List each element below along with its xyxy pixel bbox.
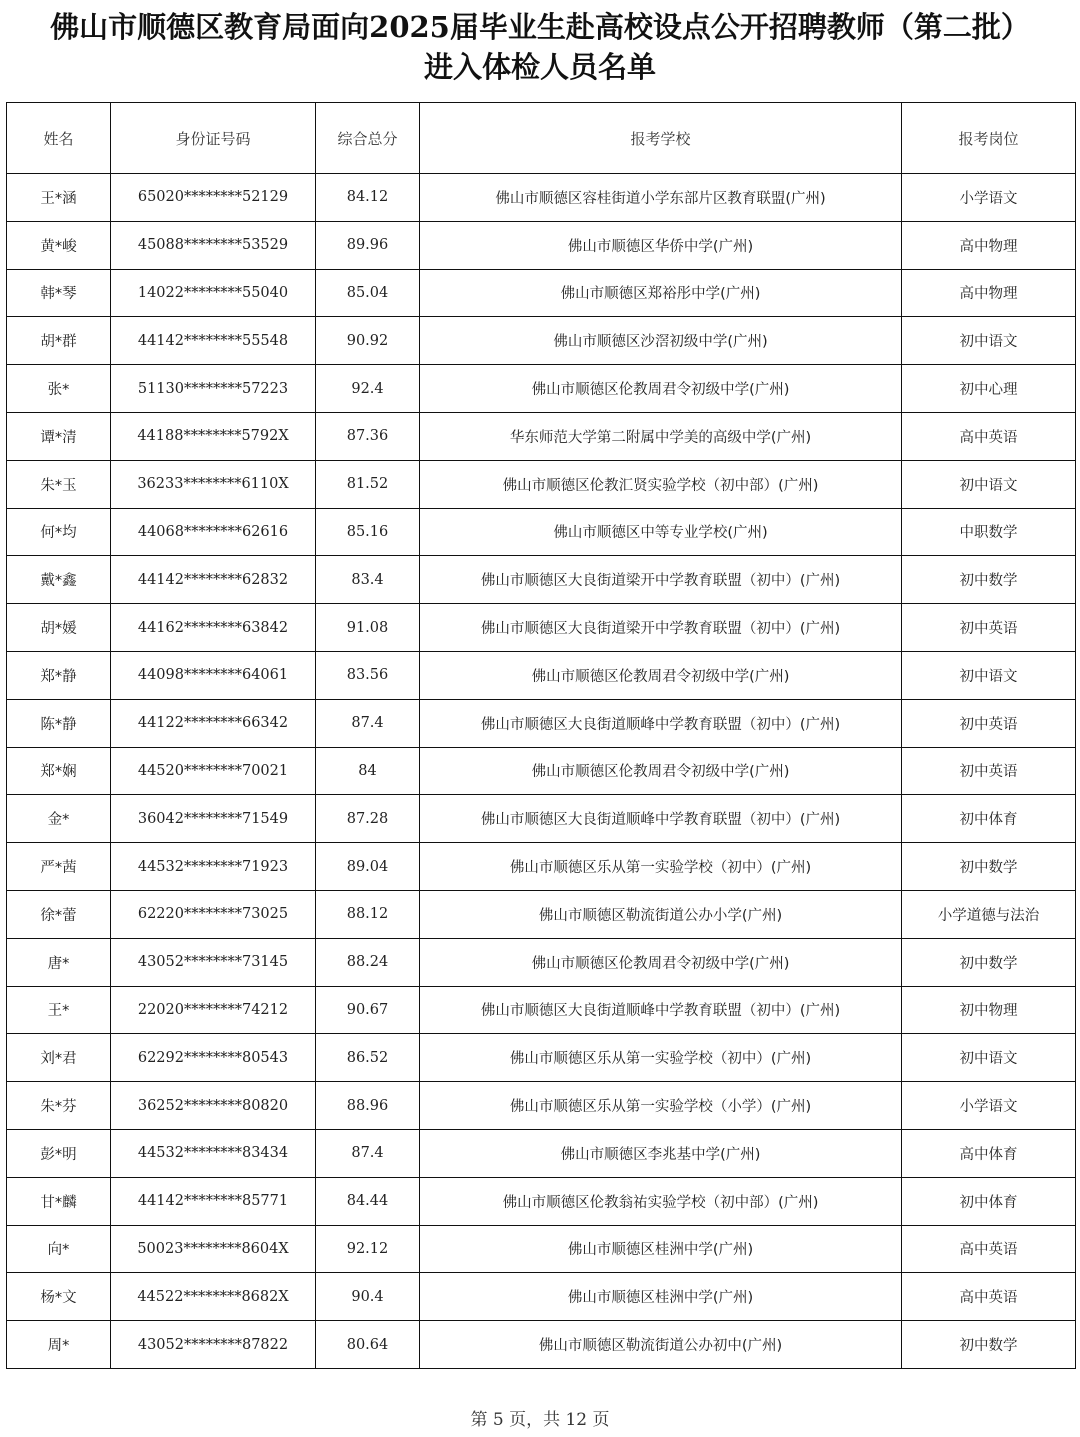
cell-id-number: 62292********80543 — [111, 1034, 316, 1082]
cell-id-number: 36233********6110X — [111, 460, 316, 508]
header-school: 报考学校 — [420, 103, 902, 174]
cell-name: 唐* — [7, 938, 111, 986]
cell-id-number: 36042********71549 — [111, 795, 316, 843]
cell-school: 华东师范大学第二附属中学美的高级中学(广州) — [420, 412, 902, 460]
cell-position: 高中体育 — [902, 1129, 1076, 1177]
cell-id-number: 22020********74212 — [111, 986, 316, 1034]
cell-name: 周* — [7, 1321, 111, 1369]
cell-name: 胡*媛 — [7, 604, 111, 652]
table-row — [7, 938, 1076, 986]
cell-school: 佛山市顺德区容桂街道小学东部片区教育联盟(广州) — [420, 174, 902, 222]
cell-name: 张* — [7, 365, 111, 413]
cell-position: 初中语文 — [902, 317, 1076, 365]
cell-school: 佛山市顺德区大良街道顺峰中学教育联盟（初中）(广州) — [420, 699, 902, 747]
cell-id-number: 44142********85771 — [111, 1177, 316, 1225]
cell-position: 初中数学 — [902, 1321, 1076, 1369]
cell-total-score: 87.28 — [316, 795, 420, 843]
cell-school: 佛山市顺德区勒流街道公办小学(广州) — [420, 890, 902, 938]
cell-total-score: 80.64 — [316, 1321, 420, 1369]
cell-school: 佛山市顺德区伦教翁祐实验学校（初中部）(广州) — [420, 1177, 902, 1225]
table-row — [7, 1225, 1076, 1273]
header-position: 报考岗位 — [902, 103, 1076, 174]
cell-id-number: 36252********80820 — [111, 1082, 316, 1130]
cell-name: 徐*蕾 — [7, 890, 111, 938]
cell-id-number: 43052********87822 — [111, 1321, 316, 1369]
document-subtitle: 进入体检人员名单 — [423, 50, 656, 84]
cell-total-score: 92.12 — [316, 1225, 420, 1273]
cell-name: 郑*娴 — [7, 747, 111, 795]
cell-id-number: 44520********70021 — [111, 747, 316, 795]
table-row — [7, 221, 1076, 269]
cell-position: 高中英语 — [902, 1273, 1076, 1321]
document-title: 佛山市顺德区教育局面向2025届毕业生赴高校设点公开招聘教师（第二批） — [50, 10, 1030, 44]
table-row — [7, 1082, 1076, 1130]
cell-position: 初中体育 — [902, 1177, 1076, 1225]
cell-total-score: 84.12 — [316, 174, 420, 222]
cell-position: 初中数学 — [902, 938, 1076, 986]
cell-position: 初中英语 — [902, 699, 1076, 747]
cell-total-score: 87.4 — [316, 699, 420, 747]
table-row — [7, 651, 1076, 699]
cell-name: 刘*君 — [7, 1034, 111, 1082]
cell-name: 杨*文 — [7, 1273, 111, 1321]
table-row — [7, 795, 1076, 843]
cell-position: 初中语文 — [902, 1034, 1076, 1082]
cell-position: 初中数学 — [902, 556, 1076, 604]
cell-id-number: 44122********66342 — [111, 699, 316, 747]
cell-school: 佛山市顺德区桂洲中学(广州) — [420, 1273, 902, 1321]
table-row — [7, 365, 1076, 413]
cell-position: 初中体育 — [902, 795, 1076, 843]
cell-id-number: 14022********55040 — [111, 269, 316, 317]
cell-total-score: 81.52 — [316, 460, 420, 508]
cell-position: 小学道德与法治 — [902, 890, 1076, 938]
cell-school: 佛山市顺德区中等专业学校(广州) — [420, 508, 902, 556]
table-row — [7, 269, 1076, 317]
cell-name: 向* — [7, 1225, 111, 1273]
table-row — [7, 747, 1076, 795]
cell-name: 胡*群 — [7, 317, 111, 365]
table-row — [7, 604, 1076, 652]
cell-school: 佛山市顺德区伦教周君令初级中学(广州) — [420, 651, 902, 699]
cell-total-score: 84.44 — [316, 1177, 420, 1225]
cell-school: 佛山市顺德区李兆基中学(广州) — [420, 1129, 902, 1177]
cell-name: 王*涵 — [7, 174, 111, 222]
cell-total-score: 87.4 — [316, 1129, 420, 1177]
table-row — [7, 1034, 1076, 1082]
table-body — [7, 174, 1076, 1369]
cell-name: 何*均 — [7, 508, 111, 556]
cell-id-number: 50023********8604X — [111, 1225, 316, 1273]
table-row — [7, 317, 1076, 365]
cell-school: 佛山市顺德区大良街道顺峰中学教育联盟（初中）(广州) — [420, 795, 902, 843]
cell-name: 严*茜 — [7, 843, 111, 891]
cell-school: 佛山市顺德区乐从第一实验学校（小学）(广州) — [420, 1082, 902, 1130]
cell-school: 佛山市顺德区伦教周君令初级中学(广州) — [420, 747, 902, 795]
cell-name: 朱*玉 — [7, 460, 111, 508]
cell-total-score: 88.24 — [316, 938, 420, 986]
cell-position: 中职数学 — [902, 508, 1076, 556]
cell-id-number: 44068********62616 — [111, 508, 316, 556]
table-row — [7, 890, 1076, 938]
cell-id-number: 62220********73025 — [111, 890, 316, 938]
cell-id-number: 43052********73145 — [111, 938, 316, 986]
cell-total-score: 83.56 — [316, 651, 420, 699]
cell-name: 谭*清 — [7, 412, 111, 460]
cell-id-number: 65020********52129 — [111, 174, 316, 222]
cell-total-score: 90.67 — [316, 986, 420, 1034]
cell-total-score: 83.4 — [316, 556, 420, 604]
cell-name: 戴*鑫 — [7, 556, 111, 604]
header-id-number: 身份证号码 — [111, 103, 316, 174]
cell-school: 佛山市顺德区乐从第一实验学校（初中）(广州) — [420, 1034, 902, 1082]
header-name: 姓名 — [7, 103, 111, 174]
cell-id-number: 44532********71923 — [111, 843, 316, 891]
cell-position: 初中心理 — [902, 365, 1076, 413]
cell-position: 初中语文 — [902, 651, 1076, 699]
table-row — [7, 699, 1076, 747]
table-row — [7, 174, 1076, 222]
header-total-score: 综合总分 — [316, 103, 420, 174]
cell-school: 佛山市顺德区大良街道梁开中学教育联盟（初中）(广州) — [420, 604, 902, 652]
cell-total-score: 84 — [316, 747, 420, 795]
cell-id-number: 44162********63842 — [111, 604, 316, 652]
cell-total-score: 86.52 — [316, 1034, 420, 1082]
cell-id-number: 44522********8682X — [111, 1273, 316, 1321]
cell-position: 初中数学 — [902, 843, 1076, 891]
cell-school: 佛山市顺德区伦教周君令初级中学(广州) — [420, 365, 902, 413]
cell-id-number: 44142********55548 — [111, 317, 316, 365]
cell-school: 佛山市顺德区伦教汇贤实验学校（初中部）(广州) — [420, 460, 902, 508]
cell-school: 佛山市顺德区乐从第一实验学校（初中）(广州) — [420, 843, 902, 891]
table-row — [7, 556, 1076, 604]
cell-total-score: 85.16 — [316, 508, 420, 556]
table-row — [7, 986, 1076, 1034]
cell-position: 初中英语 — [902, 747, 1076, 795]
cell-id-number: 44188********5792X — [111, 412, 316, 460]
table-row — [7, 1321, 1076, 1369]
cell-id-number: 44532********83434 — [111, 1129, 316, 1177]
cell-name: 朱*芬 — [7, 1082, 111, 1130]
table-header-row — [7, 103, 1076, 174]
table-row — [7, 1273, 1076, 1321]
candidate-table — [6, 102, 1076, 1369]
table-row — [7, 412, 1076, 460]
cell-total-score: 85.04 — [316, 269, 420, 317]
cell-school: 佛山市顺德区沙滘初级中学(广州) — [420, 317, 902, 365]
cell-total-score: 89.96 — [316, 221, 420, 269]
cell-school: 佛山市顺德区桂洲中学(广州) — [420, 1225, 902, 1273]
cell-school: 佛山市顺德区郑裕彤中学(广州) — [420, 269, 902, 317]
cell-name: 陈*静 — [7, 699, 111, 747]
table-row — [7, 460, 1076, 508]
cell-position: 小学语文 — [902, 1082, 1076, 1130]
cell-school: 佛山市顺德区伦教周君令初级中学(广州) — [420, 938, 902, 986]
table-row — [7, 508, 1076, 556]
cell-total-score: 92.4 — [316, 365, 420, 413]
cell-position: 初中物理 — [902, 986, 1076, 1034]
page-number: 第 5 页，共 12 页 — [470, 1410, 610, 1430]
cell-total-score: 88.12 — [316, 890, 420, 938]
cell-position: 初中语文 — [902, 460, 1076, 508]
cell-name: 彭*明 — [7, 1129, 111, 1177]
table-row — [7, 843, 1076, 891]
cell-name: 郑*静 — [7, 651, 111, 699]
cell-school: 佛山市顺德区华侨中学(广州) — [420, 221, 902, 269]
cell-total-score: 90.92 — [316, 317, 420, 365]
cell-position: 高中物理 — [902, 221, 1076, 269]
cell-name: 王* — [7, 986, 111, 1034]
cell-name: 黄*峻 — [7, 221, 111, 269]
cell-id-number: 44142********62832 — [111, 556, 316, 604]
cell-total-score: 89.04 — [316, 843, 420, 891]
cell-name: 金* — [7, 795, 111, 843]
cell-position: 小学语文 — [902, 174, 1076, 222]
cell-total-score: 91.08 — [316, 604, 420, 652]
cell-id-number: 45088********53529 — [111, 221, 316, 269]
cell-name: 甘*麟 — [7, 1177, 111, 1225]
cell-school: 佛山市顺德区勒流街道公办初中(广州) — [420, 1321, 902, 1369]
cell-position: 高中物理 — [902, 269, 1076, 317]
table-row — [7, 1129, 1076, 1177]
cell-id-number: 44098********64061 — [111, 651, 316, 699]
cell-total-score: 88.96 — [316, 1082, 420, 1130]
cell-school: 佛山市顺德区大良街道梁开中学教育联盟（初中）(广州) — [420, 556, 902, 604]
cell-total-score: 90.4 — [316, 1273, 420, 1321]
cell-total-score: 87.36 — [316, 412, 420, 460]
cell-id-number: 51130********57223 — [111, 365, 316, 413]
cell-school: 佛山市顺德区大良街道顺峰中学教育联盟（初中）(广州) — [420, 986, 902, 1034]
cell-name: 韩*琴 — [7, 269, 111, 317]
cell-position: 高中英语 — [902, 1225, 1076, 1273]
cell-position: 高中英语 — [902, 412, 1076, 460]
table-row — [7, 1177, 1076, 1225]
cell-position: 初中英语 — [902, 604, 1076, 652]
